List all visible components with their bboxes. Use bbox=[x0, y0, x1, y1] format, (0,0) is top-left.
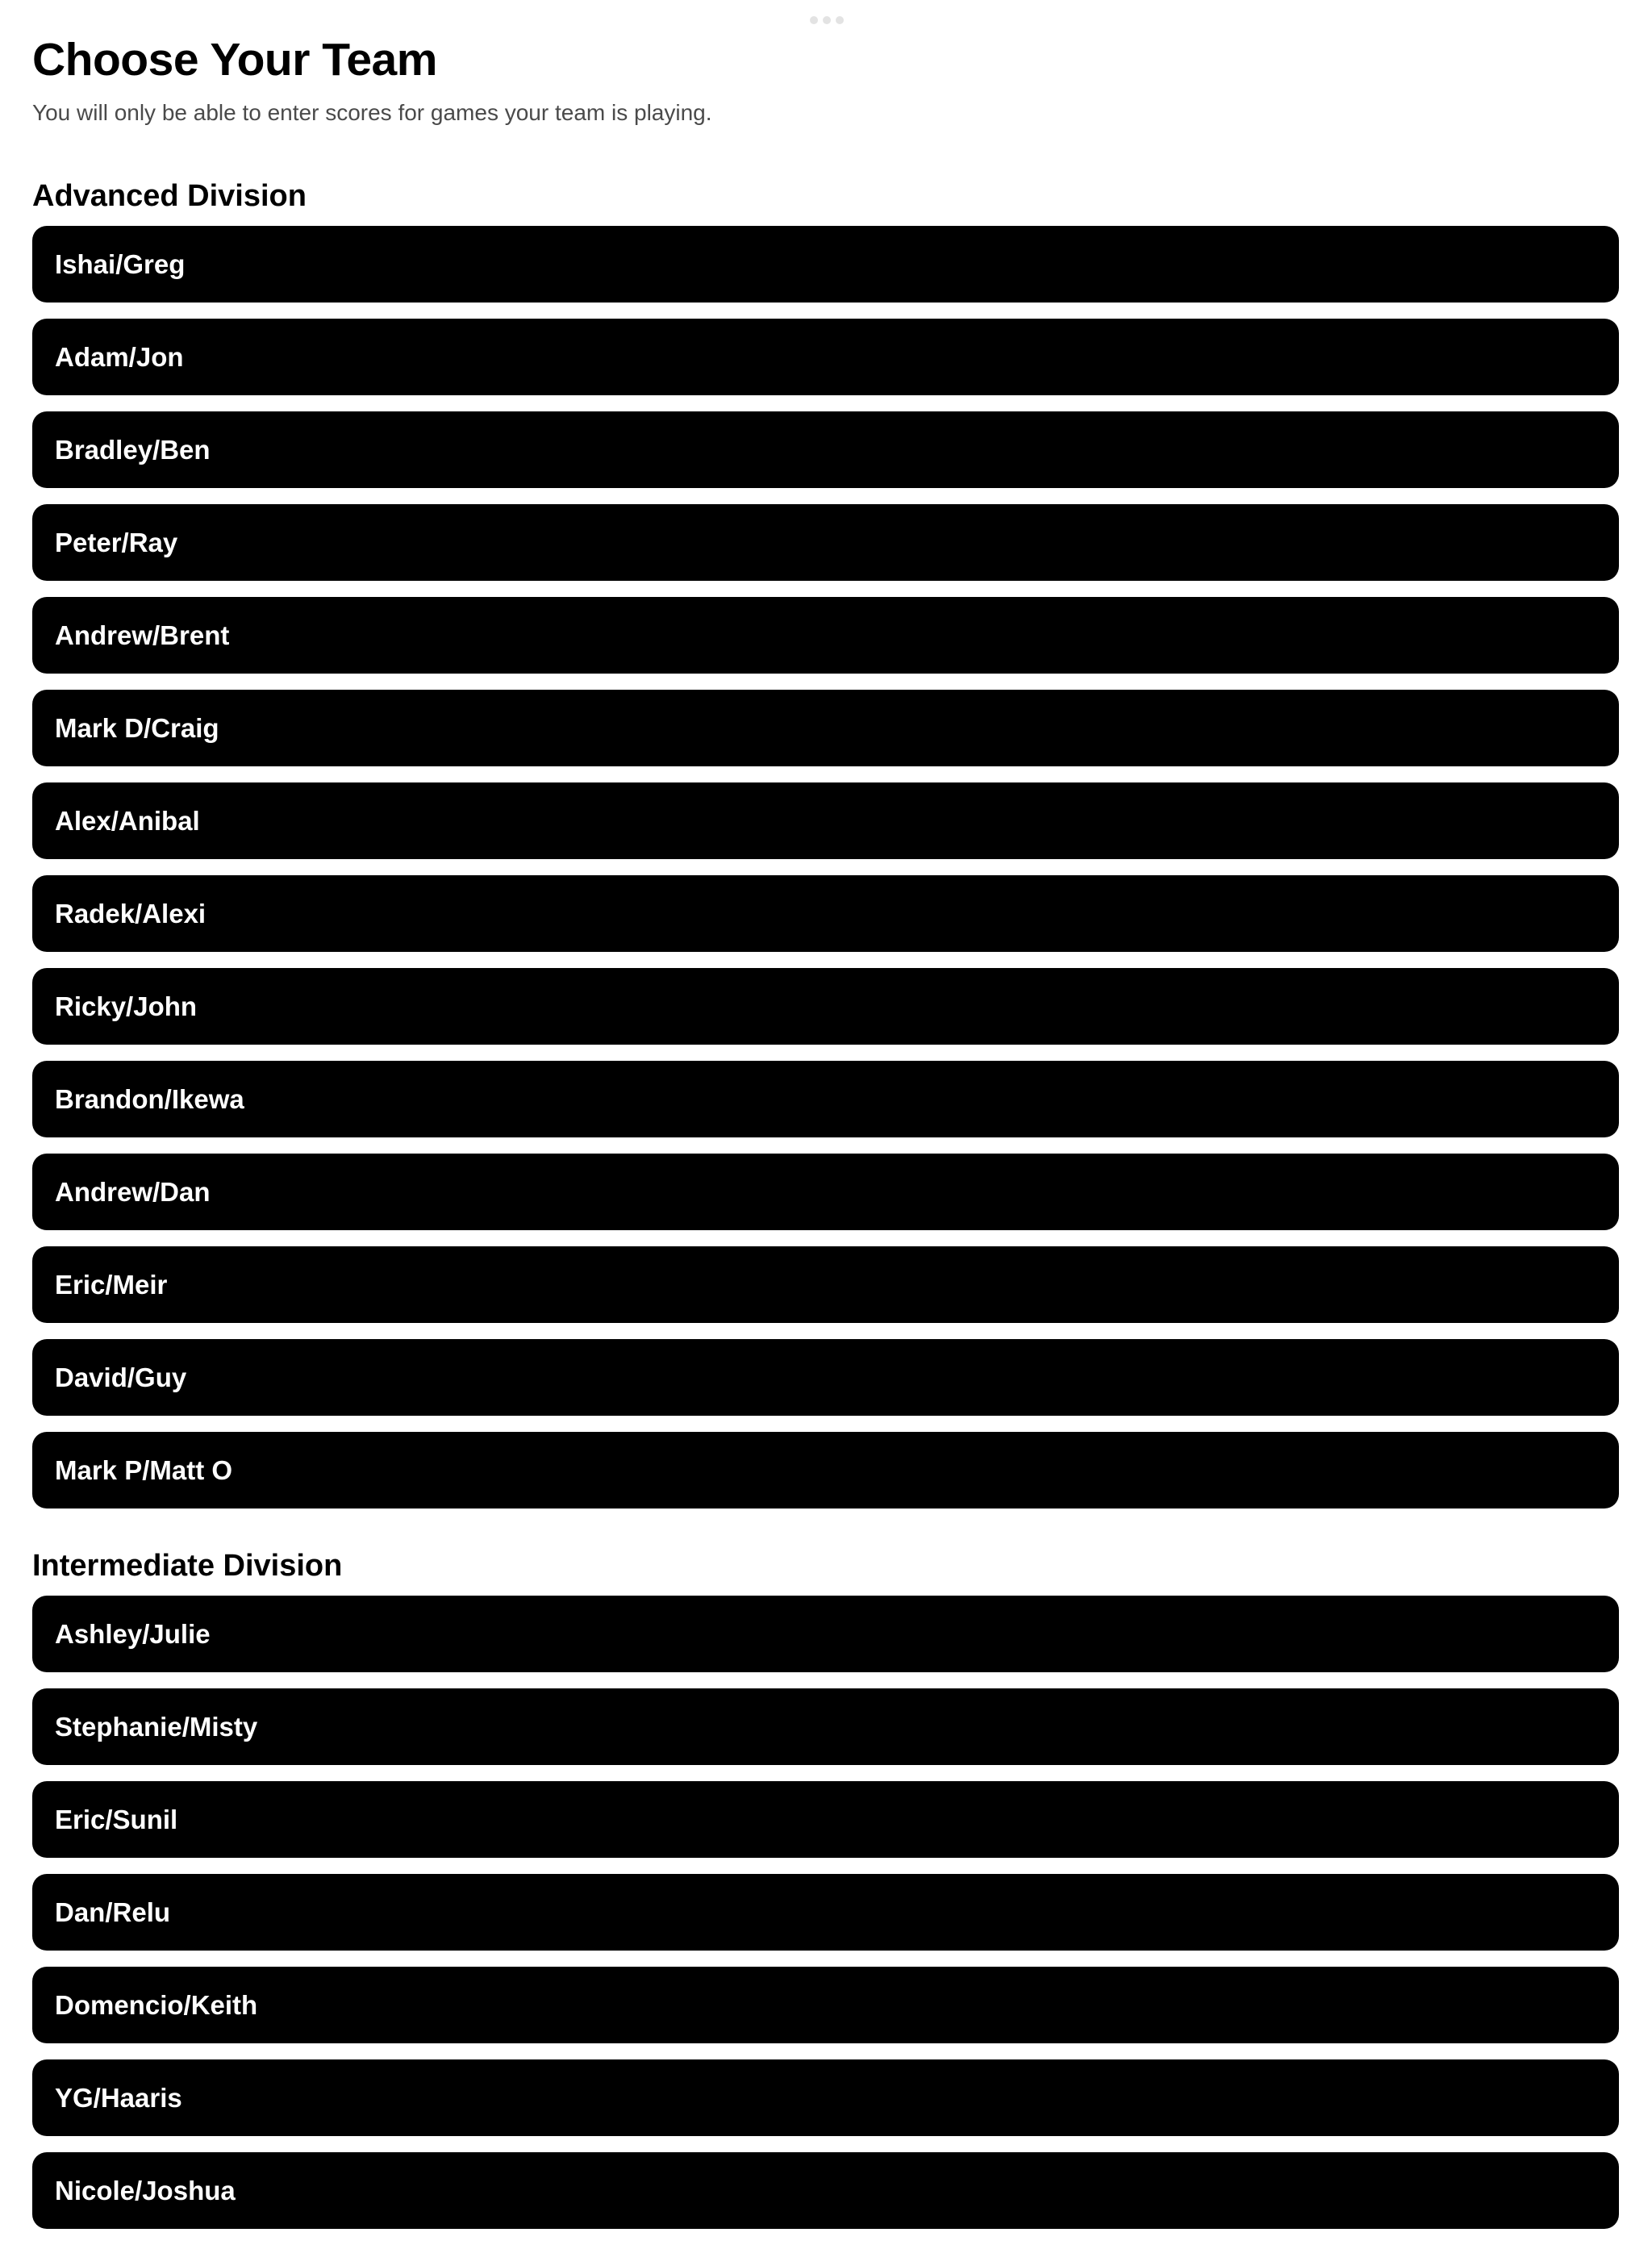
team-list-intermediate bbox=[32, 1596, 1619, 2229]
team-button[interactable]: Eric/Sunil bbox=[32, 1781, 1619, 1858]
team-button[interactable]: Domencio/Keith bbox=[32, 1967, 1619, 2043]
team-button[interactable]: Andrew/Dan bbox=[32, 1154, 1619, 1230]
page-title: Choose Your Team bbox=[32, 34, 437, 86]
dot-icon bbox=[823, 16, 831, 24]
team-button[interactable]: Ashley/Julie bbox=[32, 1596, 1619, 1672]
team-button[interactable]: Bradley/Ben bbox=[32, 411, 1619, 488]
team-button[interactable]: Ricky/John bbox=[32, 968, 1619, 1045]
team-list-advanced bbox=[32, 226, 1619, 1508]
team-button[interactable]: Eric/Meir bbox=[32, 1246, 1619, 1323]
team-button[interactable]: YG/Haaris bbox=[32, 2059, 1619, 2136]
team-button[interactable]: Radek/Alexi bbox=[32, 875, 1619, 952]
team-button[interactable]: Stephanie/Misty bbox=[32, 1688, 1619, 1765]
multitasking-dots-icon[interactable] bbox=[810, 16, 844, 24]
team-button[interactable]: Dan/Relu bbox=[32, 1874, 1619, 1951]
team-button[interactable]: Ishai/Greg bbox=[32, 226, 1619, 303]
division-title-advanced: Advanced Division bbox=[32, 179, 307, 213]
team-button[interactable]: Peter/Ray bbox=[32, 504, 1619, 581]
dot-icon bbox=[836, 16, 844, 24]
team-button[interactable]: Andrew/Brent bbox=[32, 597, 1619, 674]
division-title-intermediate: Intermediate Division bbox=[32, 1549, 343, 1583]
team-button[interactable]: Adam/Jon bbox=[32, 319, 1619, 395]
team-button[interactable]: Brandon/Ikewa bbox=[32, 1061, 1619, 1137]
team-button[interactable]: Mark P/Matt O bbox=[32, 1432, 1619, 1508]
team-button[interactable]: Alex/Anibal bbox=[32, 782, 1619, 859]
dot-icon bbox=[810, 16, 818, 24]
team-button[interactable]: Nicole/Joshua bbox=[32, 2152, 1619, 2229]
team-selection-screen bbox=[32, 29, 1619, 2245]
team-button[interactable]: Mark D/Craig bbox=[32, 690, 1619, 766]
page-subtitle: You will only be able to enter scores for games your team is playing. bbox=[32, 100, 712, 125]
team-button[interactable]: David/Guy bbox=[32, 1339, 1619, 1416]
home-indicator[interactable] bbox=[573, 2182, 1079, 2192]
